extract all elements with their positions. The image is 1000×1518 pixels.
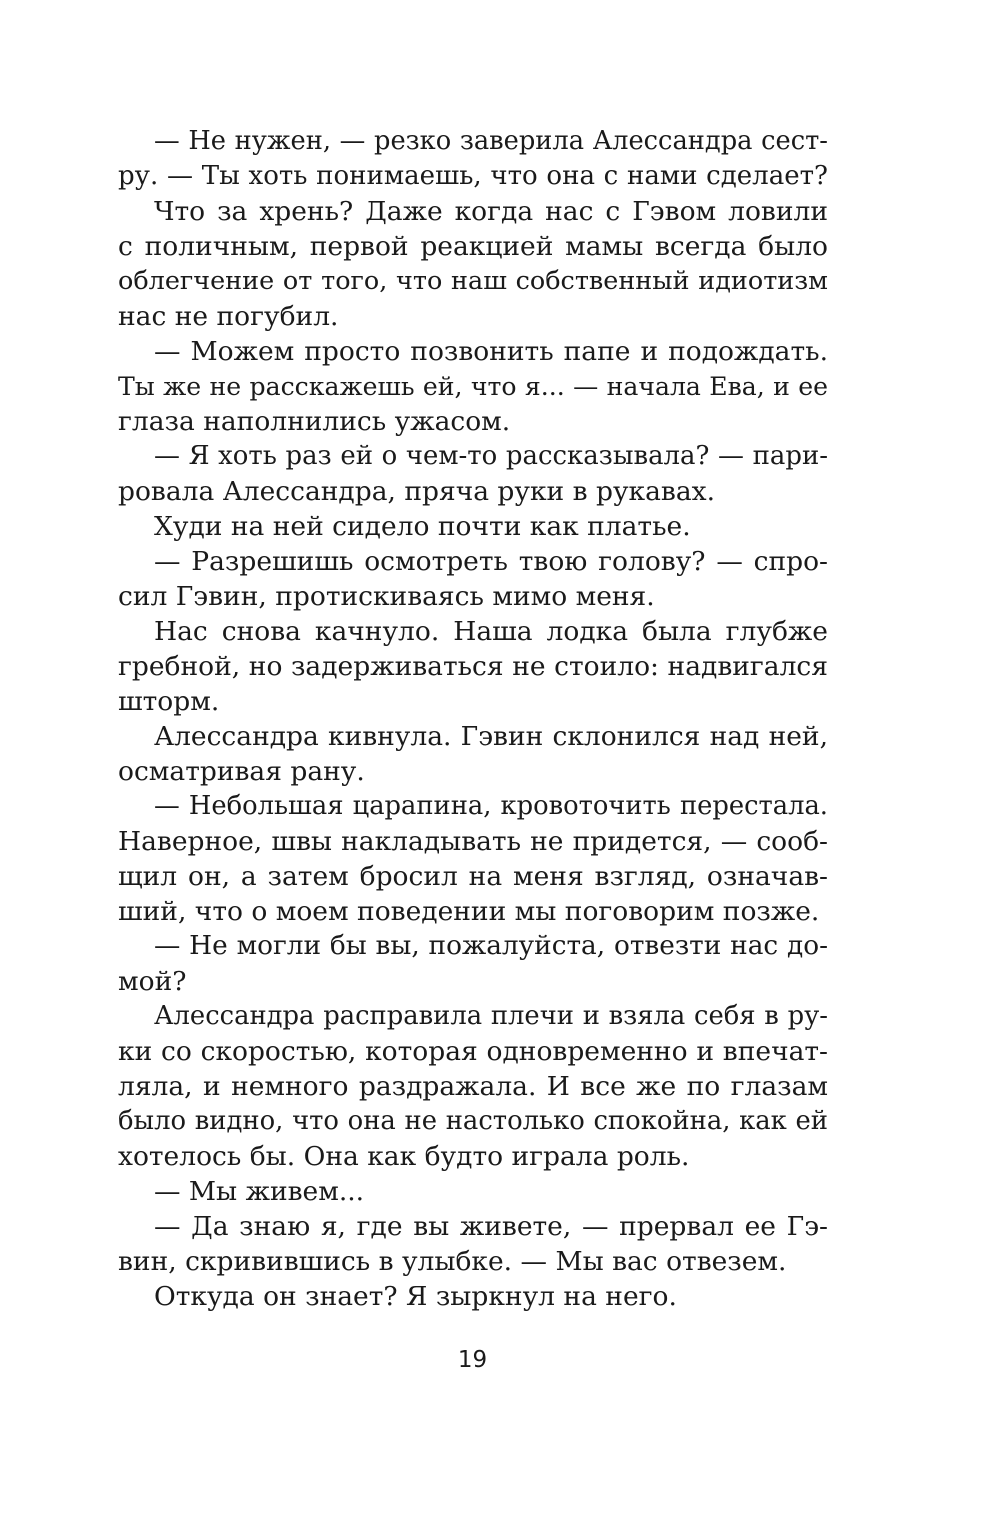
text-line: Алессандра кивнула. Гэвин склонился над ней, — [154, 721, 828, 752]
text-line: Наверное, швы накладывать не придется, — сооб- — [118, 826, 828, 857]
text-line: с поличным, первой реакцией мамы всегда было — [118, 231, 828, 262]
text-line: было видно, что она не настолько спокойна, как ей — [118, 1106, 828, 1136]
text-line: — Не нужен, — резко заверила Алессандра сест- — [154, 126, 828, 156]
text-line: ру. — Ты хоть понимаешь, что она с нами сделает? — [118, 161, 828, 191]
text-line: — Я хоть раз ей о чем-то рассказывала? — пари- — [154, 441, 828, 471]
text-line: — Небольшая царапина, кровоточить перестала. — [154, 791, 828, 821]
text-line: — Можем просто позвонить папе и подождать. — [154, 336, 828, 367]
text-line: ровала Алессандра, пряча руки в рукавах. — [118, 476, 715, 507]
text-line: ки со скоростью, которая одновременно и впечат- — [118, 1036, 828, 1067]
text-line: — Не могли бы вы, пожалуйста, отвезти нас до- — [154, 931, 828, 961]
text-line: ляла, и немного раздражала. И все же по глазам — [118, 1071, 828, 1102]
text-line: гребной, но задерживаться не стоило: надвигался — [118, 651, 828, 682]
text-line: глаза наполнились ужасом. — [118, 406, 511, 437]
text-line: — Разрешишь осмотреть твою голову? — спро- — [154, 546, 828, 577]
text-line: — Мы живем... — [154, 1176, 365, 1207]
text-line: Нас снова качнуло. Наша лодка была глубже — [154, 616, 828, 647]
text-line: шторм. — [118, 686, 220, 717]
text-line: нас не погубил. — [118, 301, 339, 332]
text-line: Откуда он знает? Я зыркнул на него. — [154, 1281, 677, 1312]
page-number: 19 — [457, 1347, 488, 1373]
text-line: Худи на ней сидело почти как платье. — [154, 511, 691, 542]
text-line: хотелось бы. Она как будто играла роль. — [118, 1141, 690, 1172]
page-body-text — [118, 124, 828, 1314]
text-line: Что за хрень? Даже когда нас с Гэвом ловили — [154, 196, 828, 227]
text-line: вин, скривившись в улыбке. — Мы вас отвезем. — [118, 1246, 787, 1277]
text-line: осматривая рану. — [118, 756, 365, 787]
text-line: Алессандра расправила плечи и взяла себя в ру- — [154, 1001, 828, 1031]
text-line: ший, что о моем поведении мы поговорим позже. — [118, 896, 820, 927]
text-line: сил Гэвин, протискиваясь мимо меня. — [118, 581, 655, 612]
text-line: мой? — [118, 966, 187, 997]
text-line: Ты же не расскажешь ей, что я... — начала Ева, и ее — [118, 372, 828, 401]
text-line: щил он, а затем бросил на меня взгляд, означав- — [118, 861, 828, 892]
text-line: облегчение от того, что наш собственный идиотизм — [118, 266, 828, 296]
text-line: — Да знаю я, где вы живете, — прервал ее Гэ- — [154, 1211, 828, 1242]
